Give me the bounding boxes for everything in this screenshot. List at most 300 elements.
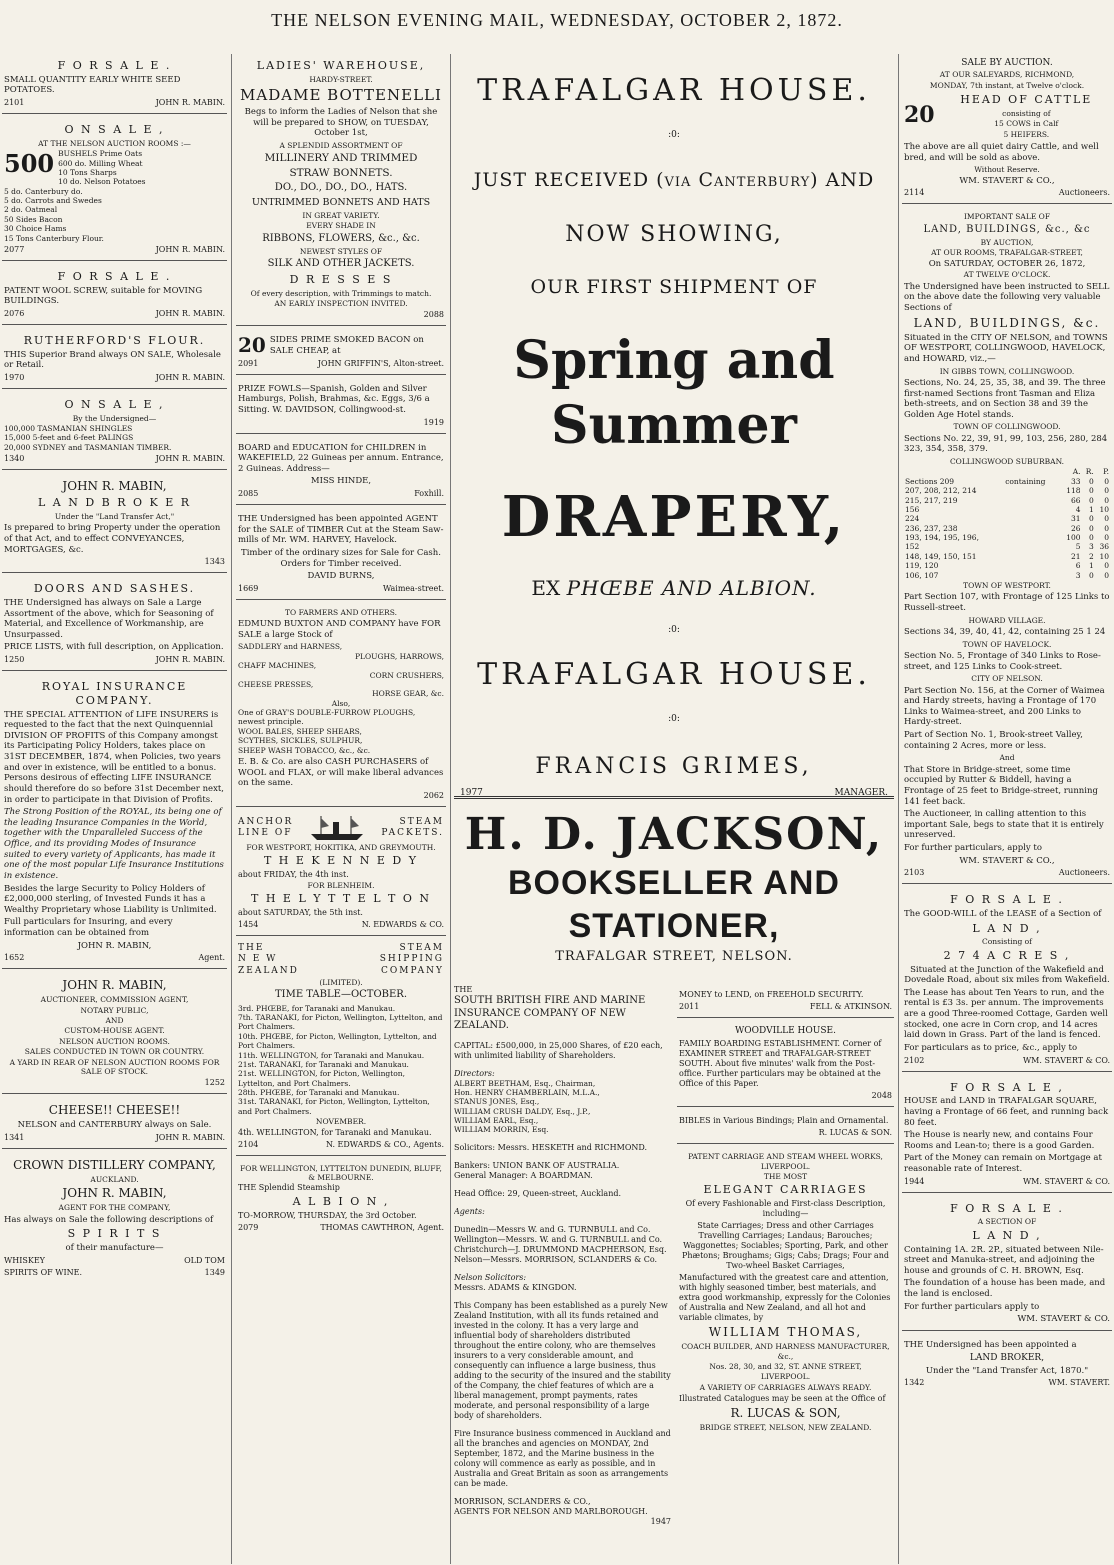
table-cell: 106, 107 xyxy=(905,570,939,580)
drapery-headline: DRAPERY, xyxy=(501,483,847,550)
list-item: 21st. TARANAKI, for Taranaki and Manukau. xyxy=(238,1059,409,1069)
ad-signature: WM. STAVERT & CO. xyxy=(1017,1314,1110,1325)
table-cell: 0 xyxy=(1088,533,1094,542)
ad-body: BOARD and EDUCATION for CHILDREN in WAKEFIELD, 22 Guineas per annum. Entrance, 2 Guineas. Address— xyxy=(238,442,444,474)
ad-subheading: FOR WESTPORT, HOKITIKA, AND GREYMOUTH. xyxy=(246,842,436,852)
ad-body: Fire Insurance business commenced in Auckland and all the branches and agencies on MONDAY, 2nd September, 1872, and the Marine business in the colony will commence as early as possible, and in Australia and Great Britain as soon as arrangements can be made. xyxy=(454,1428,671,1488)
ad-subheading: NOVEMBER. xyxy=(315,1117,367,1127)
ad-number: 1977 xyxy=(460,788,483,799)
table-cell: 31 xyxy=(1070,514,1081,524)
ad-heading: IMPORTANT SALE OF xyxy=(963,212,1051,222)
ad-line: BY AUCTION, xyxy=(980,238,1034,247)
ad-body: Dunedin—Messrs W. and G. TURNBULL and Co. Wellington—Messrs. W. and G. TURNBULL and Co. Christchurch—J. DRUMMOND MACPHERSON, Esq. Nelson—Messrs. MORRISON, SCLANDERS & Co. xyxy=(454,1224,667,1264)
ad-anchor-line xyxy=(236,811,446,936)
ad-body: THE SPECIAL ATTENTION of LIFE INSURERS is requested to the fact that the next Quinquennial DIVISION OF PROFITS of this Company amongst its Participating Policy Holders, takes place on 31ST DECEMBER, 1874, when Policies, two years and over in existence, will be entitled to a bonus. Persons desirous of effecting LIFE INSURANCE should therefore do so before 31st December next, in order to participate in that Division of Profits. xyxy=(4,709,224,805)
ad-name: WILLIAM THOMAS, xyxy=(708,1325,863,1340)
divider: :0: xyxy=(668,129,680,140)
table-cell: 207, 208, 212, 214 xyxy=(905,486,977,496)
list-item: 4th. WELLINGTON, for Taranaki and Manukau. xyxy=(238,1127,432,1137)
table-row xyxy=(904,514,1110,523)
list-item: 5 do. Canterbury do. xyxy=(4,186,83,196)
ad-heading: F O R S A L E . xyxy=(950,893,1064,907)
table-row xyxy=(904,542,1110,551)
ad-heading: TIME TABLE—OCTOBER. xyxy=(274,989,408,1001)
ad-number: 2085 xyxy=(238,489,259,498)
ad-body: Part Section No. 156, at the Corner of Waimea and Hardy streets, having a Frontage of 170 Links to Waimea-street, and 200 Links to Hardy-street. xyxy=(904,685,1105,728)
ad-number: 1252 xyxy=(204,1078,225,1088)
ad-timber-agent xyxy=(236,509,446,600)
ad-board-education xyxy=(236,438,446,506)
ad-signature: JOHN R. MABIN. xyxy=(155,1132,225,1142)
list-item: 5 do. Carrots and Swedes xyxy=(4,196,102,205)
ad-signature: JOHN R. MABIN. xyxy=(155,244,225,254)
ad-albion xyxy=(236,1160,446,1239)
column-rule xyxy=(898,54,899,1564)
ad-house-and-land xyxy=(902,1076,1112,1193)
ad-number: 2062 xyxy=(423,790,444,800)
ad-on-sale-auction-rooms xyxy=(2,118,227,261)
list-item: ALBERT BEETHAM, Esq., Chairman, xyxy=(454,1078,596,1088)
table-cell: 0 xyxy=(1104,495,1109,505)
ad-subheading: By the Undersigned— xyxy=(72,413,157,423)
ad-heading: F O R S A L E . xyxy=(57,59,172,72)
list-item: BUSHELS Prime Oats xyxy=(58,149,143,159)
list-item: WHISKEY xyxy=(4,1255,45,1265)
ad-body: BIBLES in Various Bindings; Plain and Ornamental. xyxy=(679,1116,889,1126)
ad-line: Nos. 28, 30, and 32, ST. ANNE STREET, xyxy=(709,1361,862,1371)
ad-body: PATENT WOOL SCREW, suitable for MOVING BUILDINGS. xyxy=(4,285,203,307)
list-item: Hon. HENRY CHAMBERLAIN, M.L.A., xyxy=(454,1087,600,1097)
ad-body: State Carriages; Dress and other Carriages Travelling Carriages; Landaus; Barouches; Waggonettes; Sociables; Sporting, Park, and other Phætons; Broughams; Gigs; Cabs; Drags; Four and Two-wheel Basket Carriages, xyxy=(682,1221,889,1271)
table-cell: 2 xyxy=(1088,551,1094,561)
ad-body: Solicitors: Messrs. HESKETH and RICHMOND. xyxy=(454,1142,648,1152)
table-header xyxy=(904,467,1110,476)
ad-name: JOHN R. MABIN, xyxy=(62,479,167,494)
list-item: 21st. WELLINGTON, for Picton, Wellington, Lyttelton, and Port Chalmers. xyxy=(238,1069,405,1088)
ship-name: T H E L Y T T E L T O N xyxy=(251,892,431,906)
list-item: 50 Sides Bacon xyxy=(4,214,63,224)
ad-body: Situated at the Junction of the Wakefield and Dovedale Road, about six miles from Wakefield. xyxy=(904,964,1110,986)
ad-role: Auctioneers. xyxy=(1058,868,1110,878)
ad-body: For further particulars apply to xyxy=(904,1301,1040,1312)
ad-signature: N. EDWARDS & CO. xyxy=(361,920,444,929)
list-item: 20,000 SYDNEY and TASMANIAN TIMBER. xyxy=(4,442,172,452)
ad-number: 1343 xyxy=(204,557,225,567)
ad-heading: S P I R I T S xyxy=(67,1227,162,1241)
list-item: 15 Tons Canterbury Flour. xyxy=(4,233,104,243)
ad-heading: DOORS AND SASHES. xyxy=(33,582,196,596)
ad-body: about FRIDAY, the 4th inst. xyxy=(238,869,349,879)
ad-number: 1944 xyxy=(904,1176,925,1186)
table-cell: 152 xyxy=(905,542,920,552)
ad-body: about SATURDAY, the 5th inst. xyxy=(238,908,363,917)
table-row xyxy=(904,505,1110,514)
ad-number: 2079 xyxy=(238,1223,259,1232)
ad-label: COMPANY xyxy=(380,965,444,976)
steamship-icon xyxy=(307,814,367,842)
table-row xyxy=(904,533,1110,542)
ad-label: N E W xyxy=(238,954,278,965)
ad-body: That Store in Bridge-street, some time occupied by Rutter & Biddell, having a Frontage of 25 feet to Bridge-street, running 141 feet back. xyxy=(904,764,1098,807)
list-item: CHAFF MACHINES, xyxy=(238,661,317,671)
table-cell: 100 xyxy=(1066,533,1081,542)
table-cell: 0 xyxy=(1104,486,1109,496)
ad-subheading: Agents: xyxy=(454,1206,485,1216)
ad-subheading: IN GIBBS TOWN, COLLINGWOOD. xyxy=(939,366,1075,376)
ad-line: Without Reserve. xyxy=(974,165,1040,175)
trafalgar-house-title: TRAFALGAR HOUSE. xyxy=(477,657,871,692)
ad-line: A VARIETY OF CARRIAGES ALWAYS READY. xyxy=(699,1382,872,1392)
list-item: 30 Choice Hams xyxy=(4,224,67,234)
ad-body: Part Section 107, with Frontage of 125 Links to Russell-street. xyxy=(904,592,1110,613)
ad-smoked-bacon xyxy=(236,330,446,374)
ad-body: Manufactured with the greatest care and attention, with highly seasoned timber, best materials, and extra good workmanship, expressly for the Colonies of Australia and New Zealand, and all hot and variable climates, by xyxy=(679,1273,891,1323)
list-item: 10 do. Nelson Potatoes xyxy=(58,177,146,187)
ad-number: 2114 xyxy=(904,188,925,198)
ad-heading: L A N D , xyxy=(972,921,1042,935)
ad-signature: WM. STAVERT & CO., xyxy=(959,855,1055,866)
table-row xyxy=(904,552,1110,561)
ad-signature: MORRISON, SCLANDERS & CO., xyxy=(454,1496,591,1506)
list-item: WOOL BALES, SHEEP SHEARS, xyxy=(238,726,362,736)
table-cell: 0 xyxy=(1104,561,1109,571)
ad-body: Head Office: 29, Queen-street, Auckland. xyxy=(454,1188,622,1198)
ad-line: A SECTION OF xyxy=(977,1217,1037,1227)
ad-line: 15 COWS in Calf xyxy=(994,119,1059,129)
table-cell: 119, 120 xyxy=(905,561,939,571)
ad-number: 1669 xyxy=(238,583,259,593)
ad-body: SIDES PRIME SMOKED BACON on SALE CHEAP, at xyxy=(269,335,424,356)
ad-subheading: AT OUR SALEYARDS, RICHMOND, xyxy=(939,70,1075,80)
ad-subheading: Under the "Land Transfer Act," xyxy=(54,511,175,521)
ad-body: PRIZE FOWLS—Spanish, Golden and Silver Hamburgs, Polish, Brahmas, &c. Eggs, 3/6 a Sitting. W. DAVIDSON, Collingwood-st. xyxy=(238,383,430,415)
column-3-lower xyxy=(454,985,894,1563)
ad-body: The foundation of a house has been made, and the land is enclosed. xyxy=(904,1278,1106,1299)
ad-line: On SATURDAY, OCTOBER 26, 1872, xyxy=(928,258,1086,269)
ad-signature: WM. STAVERT & CO. xyxy=(1022,1055,1110,1065)
ad-number: 2076 xyxy=(4,308,25,318)
ad-heading: HEAD OF CATTLE xyxy=(960,93,1093,106)
ex-label: EX xyxy=(531,575,561,600)
ad-section-of-land xyxy=(902,1197,1112,1331)
ad-number: 1349 xyxy=(204,1267,225,1277)
ad-number: 2088 xyxy=(423,310,444,320)
hd-jackson-trade: BOOKSELLER AND STATIONER, xyxy=(508,864,840,945)
ad-heading: F O R S A L E . xyxy=(57,269,172,283)
list-item: 10th. PHŒBE, for Picton, Wellington, Lyttelton, and Port Chalmers. xyxy=(238,1031,437,1051)
ad-number: 1454 xyxy=(238,920,259,929)
ad-line: NELSON AUCTION ROOMS. xyxy=(59,1036,170,1046)
ad-heading: F O R S A L E , xyxy=(950,1080,1064,1094)
ad-heading: PATENT CARRIAGE AND STEAM WHEEL WORKS, LIVERPOOL. xyxy=(688,1152,883,1171)
ad-line: COACH BUILDER, AND HARNESS MANUFACTURER, &c., xyxy=(681,1342,890,1361)
table-cell: 1 xyxy=(1088,561,1094,571)
ad-label: STEAM xyxy=(399,943,444,953)
ad-body: Section No. 5, Frontage of 340 Links to Rose-street, and 125 Links to Cook-street. xyxy=(904,650,1101,672)
table-cell: 224 xyxy=(905,514,920,524)
table-row xyxy=(904,477,1110,486)
ad-heading: CROWN DISTILLERY COMPANY, xyxy=(13,1157,216,1172)
ad-body: TO-MORROW, THURSDAY, the 3rd October. xyxy=(238,1211,417,1220)
list-item: CORN CRUSHERS, xyxy=(369,670,444,680)
ad-line: NOTARY PUBLIC, xyxy=(80,1005,149,1015)
table-cell: 215, 217, 219 xyxy=(905,495,958,505)
table-cell: 4 xyxy=(1075,504,1081,514)
table-cell: 0 xyxy=(1104,476,1109,486)
list-item: STANUS JONES, Esq., xyxy=(454,1097,540,1107)
column-rule xyxy=(231,54,232,1564)
ad-body: Sections 34, 39, 40, 41, 42, containing 25 1 24 xyxy=(904,626,1106,637)
ad-doors-and-sashes xyxy=(2,577,227,671)
table-row xyxy=(904,571,1110,580)
ad-signature: R. LUCAS & SON. xyxy=(818,1128,892,1138)
table-cell: 33 xyxy=(1070,476,1081,486)
ad-farmers xyxy=(236,604,446,807)
ad-place: Waimea-street. xyxy=(382,583,444,593)
ad-body: SMALL QUANTITY EARLY WHITE SEED POTATOES. xyxy=(4,74,181,96)
ad-number: 1340 xyxy=(4,454,25,464)
ad-body: Part of the Money can remain on Mortgage at reasonable rate of Interest. xyxy=(904,1153,1102,1174)
list-item: 2 do. Oatmeal xyxy=(4,205,58,215)
ad-heading: LAND, BUILDINGS, &c., &c xyxy=(923,223,1091,235)
ad-body: Is prepared to bring Property under the operation of that Act, and to effect CONVEYANCES, MORTGAGES, &c. xyxy=(4,523,221,555)
ad-signature: N. EDWARDS & CO., Agents. xyxy=(325,1139,444,1149)
ad-role: Agent. xyxy=(198,953,225,963)
list-item: WILLIAM MORRIN, Esq. xyxy=(454,1125,549,1135)
ad-subheading: Nelson Solicitors: xyxy=(454,1272,527,1282)
big-number: 20 xyxy=(238,333,266,358)
big-number: 500 xyxy=(4,149,55,179)
ad-role: Auctioneers. xyxy=(1058,188,1110,198)
list-item: SHEEP WASH TOBACCO, &c., &c. xyxy=(238,745,371,755)
ad-signature: WM. STAVERT. xyxy=(1048,1378,1110,1388)
ad-prize-fowls xyxy=(236,379,446,434)
ad-line: Consisting of xyxy=(982,937,1032,947)
ad-subheading: HOWARD VILLAGE. xyxy=(968,615,1046,625)
list-item: 11th. WELLINGTON, for Taranaki and Manukau. xyxy=(238,1050,425,1060)
ad-number: 1652 xyxy=(4,953,25,963)
table-cell: 193, 194, 195, 196, xyxy=(905,533,979,542)
first-shipment-line: OUR FIRST SHIPMENT OF xyxy=(530,276,818,298)
column-2 xyxy=(236,54,446,1564)
ad-subheading: TOWN OF WESTPORT. xyxy=(963,580,1051,590)
divider: :0: xyxy=(668,713,680,724)
table-cell: 0 xyxy=(1088,495,1094,505)
ad-signature: JOHN R. MABIN. xyxy=(155,98,225,107)
ad-body: THE Undersigned has always on Sale a Large Assortment of the above, which for Seasoning of Material, and Excellence of Workmanship, are Unsurpassed. xyxy=(4,597,214,640)
table-cell: 236, 237, 238 xyxy=(905,523,958,533)
ad-nz-shipping xyxy=(236,940,446,1156)
ad-for-sale-wool-screw xyxy=(2,265,227,325)
ad-line: AUCTIONEER, COMMISSION AGENT, xyxy=(40,995,189,1005)
ad-name: JOHN R. MABIN, xyxy=(62,1186,167,1201)
ad-heading: LADIES' WAREHOUSE, xyxy=(256,59,426,72)
ad-subheading: Directors: xyxy=(454,1068,495,1078)
list-item: SADDLERY and HARNESS, xyxy=(238,642,343,652)
ad-body: Besides the large Security to Policy Holders of £2,000,000 sterling, of Invested Funds it has a Wealthy Proprietary whose Liability is Unlimited. xyxy=(4,883,217,915)
ad-for-sale-lease xyxy=(902,888,1112,1071)
table-cell: 0 xyxy=(1088,514,1094,524)
table-row xyxy=(904,486,1110,495)
ad-subheading: THE xyxy=(454,985,473,994)
ad-heading: TO FARMERS AND OTHERS. xyxy=(285,607,397,617)
ad-body: General Manager: A BOARDMAN. xyxy=(454,1170,593,1180)
ad-subheading: AT THE NELSON AUCTION ROOMS :— xyxy=(38,138,191,148)
ad-body: NELSON and CANTERBURY always on Sale. xyxy=(17,1120,212,1131)
ad-line: 5 HEIFERS. xyxy=(1003,129,1050,139)
table-cell: 5 xyxy=(1075,542,1081,552)
ad-subheading: CITY OF NELSON. xyxy=(971,674,1043,684)
ad-number: 2011 xyxy=(679,1002,700,1011)
ad-line: IN GREAT VARIETY. xyxy=(302,210,380,220)
list-item: HORSE GEAR, &c. xyxy=(372,689,444,699)
column-3-feature xyxy=(454,54,894,844)
table-cell: 0 xyxy=(1088,523,1094,533)
ad-body: Part of Section No. 1, Brook-street Valley, containing 2 Acres, more or less. xyxy=(904,730,1083,751)
ad-body: For further particulars, apply to xyxy=(904,843,1042,853)
ad-land-broker-stavert xyxy=(902,1335,1112,1394)
ad-body: E. B. & Co. are also CASH PURCHASERS of WOOL and FLAX, or will make liberal advances on the same. xyxy=(238,756,444,789)
list-item: PLOUGHS, HARROWS, xyxy=(354,651,444,661)
ad-rutherfords-flour xyxy=(2,329,227,389)
table-cell: 0 xyxy=(1104,523,1109,533)
ad-cattle-auction xyxy=(902,54,1112,204)
table-cell: 26 xyxy=(1070,523,1081,533)
ad-line: consisting of xyxy=(1002,108,1051,118)
column-rule xyxy=(450,54,451,1564)
ad-number: 1341 xyxy=(4,1132,25,1142)
table-cell: 36 xyxy=(1099,542,1109,552)
ad-label: PACKETS. xyxy=(381,827,444,838)
ad-label: SHIPPING xyxy=(379,954,444,965)
ad-auctioneer xyxy=(2,973,227,1094)
ad-subheading: Messrs. ADAMS & KINGDON. xyxy=(454,1282,577,1292)
list-item: 10 Tons Sharps xyxy=(58,167,117,177)
ad-line: BRIDGE STREET, NELSON, NEW ZEALAND. xyxy=(699,1423,872,1432)
ad-line: RIBBONS, FLOWERS, &c., &c. xyxy=(262,232,420,244)
ad-line: DO., DO., DO., DO., HATS. xyxy=(274,182,408,194)
ad-heading: ROYAL INSURANCE COMPANY. xyxy=(41,680,188,707)
ad-line: AT OUR ROOMS, TRAFALGAR-STREET, xyxy=(931,248,1083,258)
ad-body: FAMILY BOARDING ESTABLISHMENT. Corner of EXAMINER STREET and TRAFALGAR-STREET SOUTH. About five minutes' walk from the Post-office. Further particulars may be obtained at the Office of this Paper. xyxy=(679,1039,882,1089)
ad-signature: THOMAS CAWTHRON, Agent. xyxy=(320,1223,444,1232)
ad-line: AT TWELVE O'CLOCK. xyxy=(963,270,1051,280)
table-cell: 21 xyxy=(1070,551,1081,561)
hd-jackson-ad xyxy=(454,790,894,970)
table-header-cell: P. xyxy=(1103,467,1109,477)
ad-number: 1970 xyxy=(4,372,25,382)
list-item: SCYTHES, SICKLES, SULPHUR, xyxy=(238,736,363,746)
ad-line: STRAW BONNETS. xyxy=(289,167,393,180)
ad-label: ZEALAND xyxy=(238,965,299,976)
ad-body: The Strong Position of the ROYAL, its being one of the leading Insurance Companies in the World, together with the Unparalleled Success of the Office, and its providing Modes of Insurance suited to every variety of Applicants, has made it one of the most popular Life Insurance Institutions in existence. xyxy=(4,807,224,881)
ad-land-buildings-sale xyxy=(902,208,1112,884)
ad-for-sale-potatoes xyxy=(2,54,227,114)
table-row xyxy=(904,496,1110,505)
ad-line: MILLINERY AND TRIMMED xyxy=(264,152,418,165)
table-header-cell: R. xyxy=(1085,467,1094,477)
ad-label: LINE OF xyxy=(238,827,293,838)
right-subcolumn xyxy=(677,985,894,1527)
ad-body: THE Splendid Steamship xyxy=(238,1183,340,1193)
list-item: 600 do. Milling Wheat xyxy=(58,158,143,168)
ad-signature: WM. STAVERT & CO., xyxy=(959,175,1055,186)
table-cell: 0 xyxy=(1104,533,1109,542)
ad-heading: O N S A L E , xyxy=(64,397,165,411)
ad-number: 2103 xyxy=(904,868,925,878)
ad-carriage-works xyxy=(677,1148,894,1438)
ad-line: And xyxy=(999,753,1015,763)
ad-heading: 2 7 4 A C R E S , xyxy=(943,948,1071,962)
ad-number: 1919 xyxy=(423,417,444,427)
ad-number: 2048 xyxy=(871,1091,892,1101)
ad-role: MANAGER. xyxy=(834,788,888,799)
ship-name: A L B I O N , xyxy=(292,1195,390,1209)
table-cell: 3 xyxy=(1075,570,1081,580)
ad-body: HOUSE and LAND in TRAFALGAR SQUARE, having a Frontage of 66 feet, and running back 80 feet. xyxy=(904,1096,1109,1128)
ad-body: Sections, No. 24, 25, 35, 38, and 39. The three first-named Sections front Tasman and Eliza beth-streets, and on Section 38 and 39 the Golden Age Hotel stands. xyxy=(904,377,1106,420)
ad-heading: L A N D B R O K E R xyxy=(37,496,192,510)
ad-body: Begs to inform the Ladies of Nelson that she will be prepared to SHOW, on TUESDAY, October 1st, xyxy=(244,106,438,139)
ad-subheading: FOR BLENHEIM. xyxy=(307,880,375,890)
list-item: 31st. TARANAKI, for Picton, Wellington, Lyttelton, and Port Chalmers. xyxy=(238,1097,430,1116)
ad-body: Containing 1A. 2R. 2P., situated between Nile-street and Manuka-street, and adjoining the house and grounds of C. H. BROWN, Esq. xyxy=(904,1244,1104,1276)
trafalgar-house-title: TRAFALGAR HOUSE. xyxy=(477,73,871,108)
ad-royal-insurance xyxy=(2,675,227,969)
ad-line: A YARD IN REAR OF NELSON AUCTION ROOMS FOR SALE OF STOCK. xyxy=(9,1057,220,1076)
ad-line: AGENT FOR THE COMPANY, xyxy=(58,1203,171,1213)
ad-line: D R E S S E S xyxy=(289,272,393,286)
just-received-line: JUST RECEIVED (via Canterbury) AND xyxy=(473,168,875,191)
ad-line: Of every description, with Trimmings to match. xyxy=(250,288,432,298)
ad-subheading: COLLINGWOOD SUBURBAN. xyxy=(949,457,1065,466)
divider: :0: xyxy=(668,624,680,635)
ad-heading: WOODVILLE HOUSE. xyxy=(735,1026,836,1036)
list-item: WILLIAM CRUSH DALDY, Esq., J.P., xyxy=(454,1106,591,1116)
table-cell: 10 xyxy=(1099,551,1109,561)
big-number: 20 xyxy=(904,101,935,128)
ad-body: Has always on Sale the following descriptions of xyxy=(4,1214,214,1225)
ad-ladies-warehouse xyxy=(236,54,446,326)
ad-line: NEWEST STYLES OF xyxy=(299,247,383,256)
hd-jackson-name: H. D. JACKSON, xyxy=(464,809,884,860)
list-item: OLD TOM xyxy=(184,1255,225,1265)
ad-signature: AGENTS FOR NELSON AND MARLBOROUGH. xyxy=(454,1506,648,1516)
column-4 xyxy=(902,54,1112,1564)
ad-subheading: TOWN OF COLLINGWOOD. xyxy=(953,422,1061,432)
ad-number: 1250 xyxy=(4,655,25,664)
ad-signature: MISS HINDE, xyxy=(310,476,372,487)
ad-label: STEAM xyxy=(399,816,444,827)
column-1 xyxy=(2,54,227,1564)
ad-number: 2104 xyxy=(238,1139,259,1149)
ad-line: SALES CONDUCTED IN TOWN OR COUNTRY. xyxy=(24,1047,205,1057)
ship-names: PHŒBE AND ALBION. xyxy=(566,575,817,600)
ship-name: T H E K E N N E D Y xyxy=(263,854,419,868)
ad-number: 2101 xyxy=(4,98,25,107)
ad-heading: FOR WELLINGTON, LYTTELTON DUNEDIN, BLUFF, & MELBOURNE. xyxy=(240,1163,442,1182)
now-showing-line: NOW SHOWING, xyxy=(565,221,783,247)
ad-line: CUSTOM-HOUSE AGENT. xyxy=(64,1026,165,1036)
ad-body: THIS Superior Brand always ON SALE, Wholesale or Retail. xyxy=(4,349,221,371)
spring-summer-headline: Spring and Summer xyxy=(513,329,835,456)
table-cell: 0 xyxy=(1088,486,1094,496)
table-cell: 3 xyxy=(1088,542,1094,552)
ad-on-sale-shingles xyxy=(2,393,227,470)
ad-number: 2102 xyxy=(904,1055,925,1065)
ad-number: 1947 xyxy=(650,1516,671,1526)
ad-signature: JOHN R. MABIN. xyxy=(155,655,225,664)
